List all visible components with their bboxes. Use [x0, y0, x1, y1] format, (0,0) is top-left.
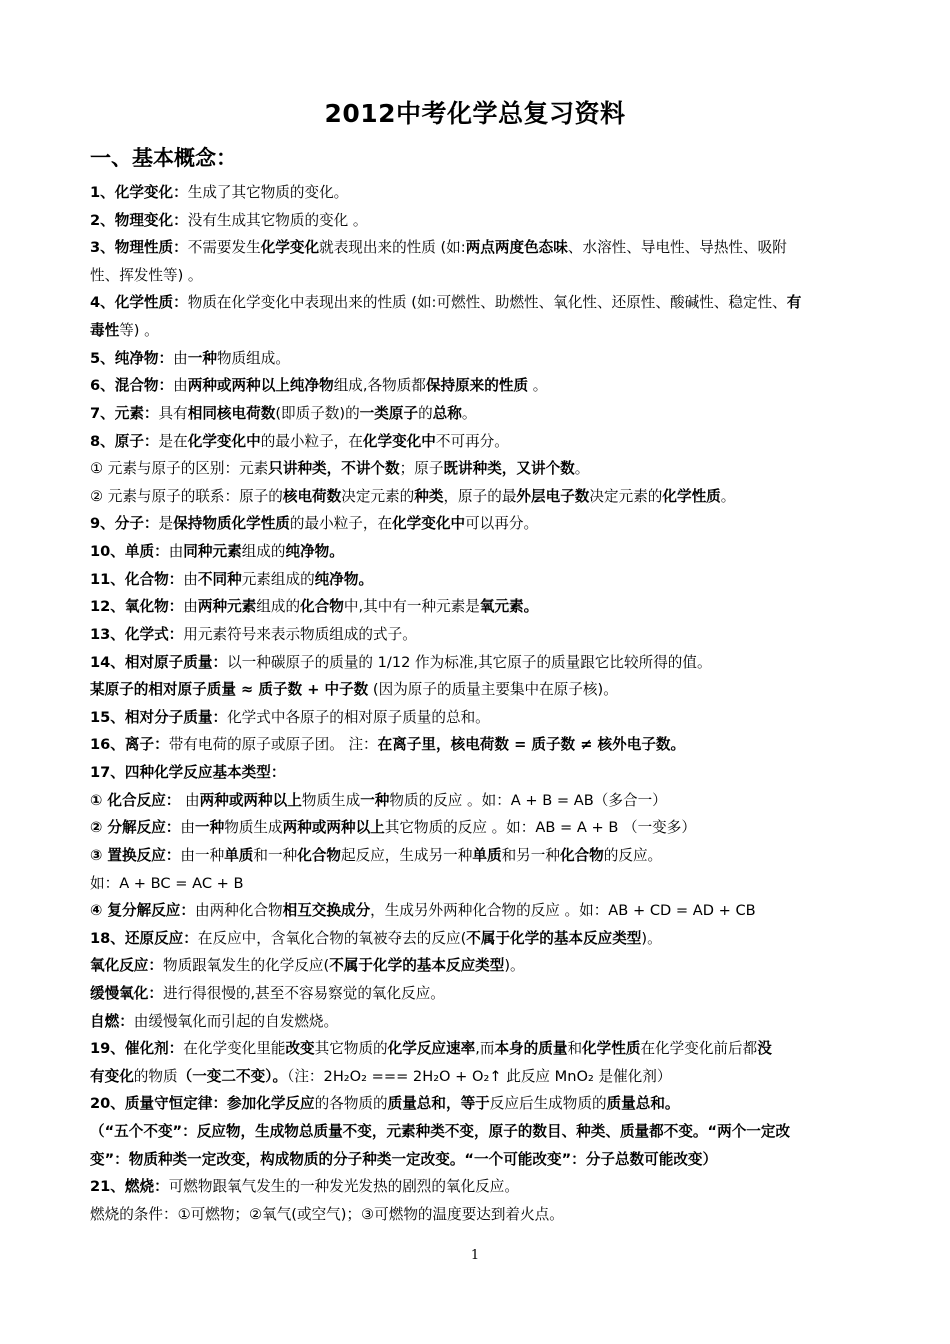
text-line	[90, 1202, 862, 1228]
body-text: 的	[418, 404, 433, 422]
bold-text: 同种元素	[183, 543, 242, 561]
text-line	[90, 456, 862, 482]
text-line	[90, 594, 862, 620]
text-line	[90, 677, 862, 703]
text-line	[90, 429, 862, 455]
bold-text: 16、离子：	[90, 736, 169, 754]
bold-text: ④ 复分解反应：	[90, 902, 196, 920]
body-text: 的最小粒子，在	[289, 515, 393, 533]
bold-text: 两点两度色态味	[465, 239, 568, 257]
body-text: (即质子数)的	[275, 404, 360, 422]
bold-text: 20、质量守恒定律：参加化学反应	[90, 1095, 315, 1113]
body-text: 具有	[158, 404, 188, 422]
bold-text: 13、化学式：	[90, 625, 184, 643]
body-text: 如：A + BC = AC + B	[90, 874, 244, 892]
bold-text: 6、混合物：	[90, 377, 174, 395]
body-text: 用元素符号来表示物质组成的式子。	[183, 625, 417, 643]
text-line	[90, 1064, 862, 1090]
body-text: 和另一种	[501, 846, 560, 864]
body-text: 组成的	[256, 598, 301, 616]
body-text: 的最小粒子，在	[260, 432, 363, 450]
bold-text: 10、单质：	[90, 543, 169, 561]
bold-text: 相互交换成分	[282, 902, 371, 920]
text-line	[90, 1036, 862, 1062]
body-text: )。	[504, 957, 525, 975]
bold-text: 一种	[187, 349, 217, 367]
bold-text: 纯净物。	[314, 570, 374, 588]
body-text: 在化学变化里能	[183, 1040, 286, 1058]
text-line	[90, 346, 862, 372]
bold-text: 化学反应速率	[387, 1040, 476, 1058]
bold-text: ② 分解反应：	[90, 819, 181, 837]
body-text: 不需要发生	[187, 239, 261, 257]
bold-text: 既讲种类，又讲个数	[443, 460, 575, 478]
body-text: 生成了其它物质的变化。	[187, 184, 349, 201]
text-line	[90, 732, 862, 758]
body-text: （注：2H₂O₂ === 2H₂O + O₂↑ 此反应 MnO₂ 是催化剂）	[287, 1067, 672, 1085]
text-line	[90, 1091, 862, 1117]
bold-text: 某原子的相对原子质量 ≈ 质子数 + 中子数	[90, 681, 369, 699]
bold-text: 15、相对分子质量：	[90, 708, 228, 726]
bold-text: 不属于化学的基本反应类型	[466, 929, 642, 947]
body-text: 化学式中各原子的相对原子质量的总和。	[227, 708, 490, 726]
text-line	[90, 815, 862, 841]
bold-text: 化学变化	[260, 239, 320, 257]
text-line	[90, 1009, 862, 1035]
text-line	[90, 208, 862, 234]
body-text: 和一种	[253, 846, 298, 864]
body-text: 组成,各物质都	[333, 377, 426, 395]
body-text: 是在	[158, 432, 188, 450]
body-text: 性、挥发性等) 。	[90, 266, 203, 284]
body-text: 由	[168, 543, 184, 561]
bold-text: 没	[757, 1040, 772, 1058]
bold-text: 两种或两种以上	[282, 819, 385, 837]
bold-text: 在离子里，核电荷数 = 质子数 ≠ 核外电子数。	[377, 736, 686, 754]
bold-text: 缓慢氧化：	[90, 984, 163, 1002]
bold-text: 氧化反应：	[90, 957, 163, 975]
bold-text: 有	[786, 294, 802, 312]
text-line	[90, 567, 862, 593]
body-text: 。	[574, 460, 590, 478]
body-text: 组成的	[241, 543, 286, 561]
bold-text: 7、元素：	[90, 404, 159, 422]
bold-text: 化学性质	[582, 1040, 641, 1058]
body-text: 由	[180, 819, 196, 837]
text-line	[90, 898, 862, 924]
text-line	[90, 511, 862, 537]
body-text: 就表现出来的性质 (如:	[319, 239, 466, 257]
bold-text: 2、物理变化：	[90, 211, 188, 229]
bold-text: 3、物理性质：	[90, 239, 188, 257]
bold-text: ① 化合反应：	[90, 791, 181, 809]
bold-text: ③ 置换反应：	[90, 846, 181, 864]
bold-text: 一类原子	[359, 404, 419, 422]
body-text: 可以再分。	[465, 515, 539, 533]
text-line	[90, 1119, 862, 1145]
text-line	[90, 290, 862, 316]
body-text: ，原子的最	[443, 487, 517, 505]
body-text: 决定元素的	[341, 487, 415, 505]
bold-text: 保持物质化学性质	[173, 515, 290, 533]
body-text: 以一种碳原子的质量的 1/12 作为标准,其它原子的质量跟它比较所得的值。	[227, 653, 712, 671]
text-line	[90, 650, 862, 676]
bold-text: 一种	[195, 819, 225, 837]
body-text: 不可再分。	[435, 432, 509, 450]
bold-text: 18、还原反应：	[90, 929, 198, 947]
body-text: ① 元素与原子的区别：元素	[90, 460, 269, 478]
body-text: 决定元素的	[589, 487, 663, 505]
bold-text: 14、相对原子质量：	[90, 653, 228, 671]
bold-text: 化合物	[559, 846, 604, 864]
body-text: 物质在化学变化中表现出来的性质 (如:可燃性、助燃性、氧化性、还原性、酸碱性、稳定性、	[187, 294, 787, 312]
bold-text: 外层电子数	[516, 487, 590, 505]
bold-text: 质量总和。	[606, 1095, 680, 1113]
text-line	[90, 953, 862, 979]
body-text: 和	[567, 1040, 583, 1058]
bold-text: 自燃：	[90, 1012, 134, 1030]
body-text: 物质生成	[224, 819, 283, 837]
text-line	[90, 981, 862, 1007]
bold-text: 一种	[360, 791, 390, 809]
body-text: 其它物质的反应 。如：AB = A + B （一变多）	[384, 819, 696, 837]
bold-text: 不同种	[197, 570, 242, 588]
body-text: 可燃物跟氧气发生的一种发光发热的剧烈的氧化反应。	[168, 1178, 519, 1196]
body-text: ,而	[475, 1040, 495, 1058]
body-text: 由两种化合物	[195, 902, 283, 920]
bold-text: 21、燃烧：	[90, 1178, 169, 1196]
bold-text: 化学变化中	[392, 515, 466, 533]
body-text: 物质的反应 。如：A + B = AB（多合一）	[389, 791, 667, 809]
body-text: 由	[173, 349, 188, 367]
text-line	[90, 843, 862, 869]
text-line	[90, 539, 862, 565]
body-text: 等) 。	[119, 322, 159, 340]
bold-text: 种类	[414, 487, 444, 505]
bold-text: 4、化学性质：	[90, 294, 188, 312]
body-text: 中,其中有一种元素是	[343, 598, 480, 616]
body-text: 。	[528, 377, 548, 395]
body-text: 在反应中，含氧化合物的氧被夺去的反应(	[197, 929, 467, 947]
bold-text: 化学变化中	[362, 432, 436, 450]
bold-text: 核电荷数	[282, 487, 342, 505]
body-text: 由	[183, 570, 198, 588]
body-text: ；原子	[399, 460, 444, 478]
body-text: 由	[173, 377, 188, 395]
body-text: 的物质	[133, 1067, 178, 1085]
body-text: )。	[641, 929, 662, 947]
body-text: 物质跟氧发生的化学反应(	[162, 957, 330, 975]
text-line	[90, 484, 862, 510]
body-text: (因为原子的质量主要集中在原子核)。	[368, 681, 618, 699]
bold-text: 氧元素。	[479, 598, 539, 616]
text-line	[90, 1147, 862, 1173]
text-line	[90, 926, 862, 952]
bold-text: 变”：物质种类一定改变，构成物质的分子种类一定改变。“一个可能改变”：分子总数可能改变）	[90, 1150, 718, 1168]
bold-text: 化合物	[297, 846, 341, 864]
text-line	[90, 871, 862, 897]
bold-text: 9、分子：	[90, 515, 159, 533]
body-text: 、水溶性、导电性、导热性、吸附	[567, 239, 787, 257]
text-line	[90, 235, 862, 261]
text-line	[90, 622, 862, 648]
body-text: 元素组成的	[241, 570, 315, 588]
bold-text: 12、氧化物：	[90, 598, 184, 616]
bold-text: 只讲种类，不讲个数	[268, 460, 400, 478]
bold-text: 纯净物。	[285, 543, 344, 561]
body-text: 其它物质的	[314, 1040, 388, 1058]
body-text: 。	[720, 487, 736, 505]
bold-text: 化合物	[300, 598, 344, 616]
bold-text: 质量总和，等于	[387, 1095, 490, 1113]
bold-text: 1、化学变化：	[90, 184, 188, 201]
body-text: ，生成另外两种化合物的反应 。如：AB + CD = AD + CB	[370, 902, 756, 920]
body-text: 燃烧的条件：①可燃物；②氧气(或空气)；③可燃物的温度要达到着火点。	[90, 1205, 564, 1223]
bold-text: 化学性质	[662, 487, 721, 505]
bold-text: 单质	[472, 846, 502, 864]
body-text: 带有电荷的原子或原子团。 注：	[168, 736, 378, 754]
bold-text: 毒性	[90, 322, 120, 340]
bold-text: 17、四种化学反应基本类型：	[90, 764, 286, 782]
bold-text: 改变	[285, 1040, 315, 1058]
bold-text: 5、纯净物：	[90, 349, 174, 367]
bold-text: 单质	[224, 846, 254, 864]
body-text: 物质组成。	[216, 349, 290, 367]
bold-text: 不属于化学的基本反应类型	[329, 957, 505, 975]
bold-text: 本身的质量	[494, 1040, 568, 1058]
bold-text: 保持原来的性质	[425, 377, 529, 395]
bold-text: 8、原子：	[90, 432, 159, 450]
text-line	[90, 263, 862, 289]
body-text: 没有生成其它物质的变化 。	[187, 211, 368, 229]
section-heading: 一、基本概念：	[90, 146, 237, 170]
bold-text: 化学变化中	[187, 432, 261, 450]
bold-text: 两种元素	[197, 598, 257, 616]
bold-text: 两种或两种以上	[199, 791, 302, 809]
text-line	[90, 788, 862, 814]
bold-text: 11、化合物：	[90, 570, 184, 588]
body-text: ② 元素与原子的联系：原子的	[90, 487, 283, 505]
body-text: 进行得很慢的,甚至不容易察觉的氧化反应。	[162, 984, 445, 1002]
body-text: 由缓慢氧化而引起的自发燃烧。	[133, 1012, 339, 1030]
text-line	[90, 705, 862, 731]
body-text: 物质生成	[301, 791, 361, 809]
text-line	[90, 401, 862, 427]
body-text: 由	[183, 598, 198, 616]
body-text: 的反应。	[603, 846, 663, 864]
bold-text: 两种或两种以上纯净物	[187, 377, 334, 395]
text-line	[90, 760, 862, 786]
body-text: 反应后生成物质的	[489, 1095, 607, 1113]
body-text: 由	[180, 791, 200, 809]
bold-text: 相同核电荷数	[187, 404, 276, 422]
body-text: 在化学变化前后都	[640, 1040, 758, 1058]
body-text: 是	[158, 515, 174, 533]
body-text: 。	[461, 404, 477, 422]
text-line	[90, 318, 862, 344]
text-line	[90, 373, 862, 399]
bold-text: （“五个不变”：反应物，生成物总质量不变，元素种类不变，原子的数目、种类、质量都不变。“两个一定改	[90, 1123, 791, 1141]
bold-text: 总称	[432, 404, 462, 422]
text-line	[90, 180, 862, 206]
text-line	[90, 1174, 862, 1200]
bold-text: 有变化	[90, 1067, 134, 1085]
body-text: 由一种	[180, 846, 225, 864]
bold-text: 19、催化剂：	[90, 1040, 184, 1058]
document-title: 2012中考化学总复习资料	[324, 99, 626, 128]
page-number: 1	[470, 1248, 480, 1263]
bold-text: （一变二不变）。	[177, 1067, 288, 1085]
body-text: 起反应，生成另一种	[341, 846, 473, 864]
body-text: 的各物质的	[314, 1095, 388, 1113]
